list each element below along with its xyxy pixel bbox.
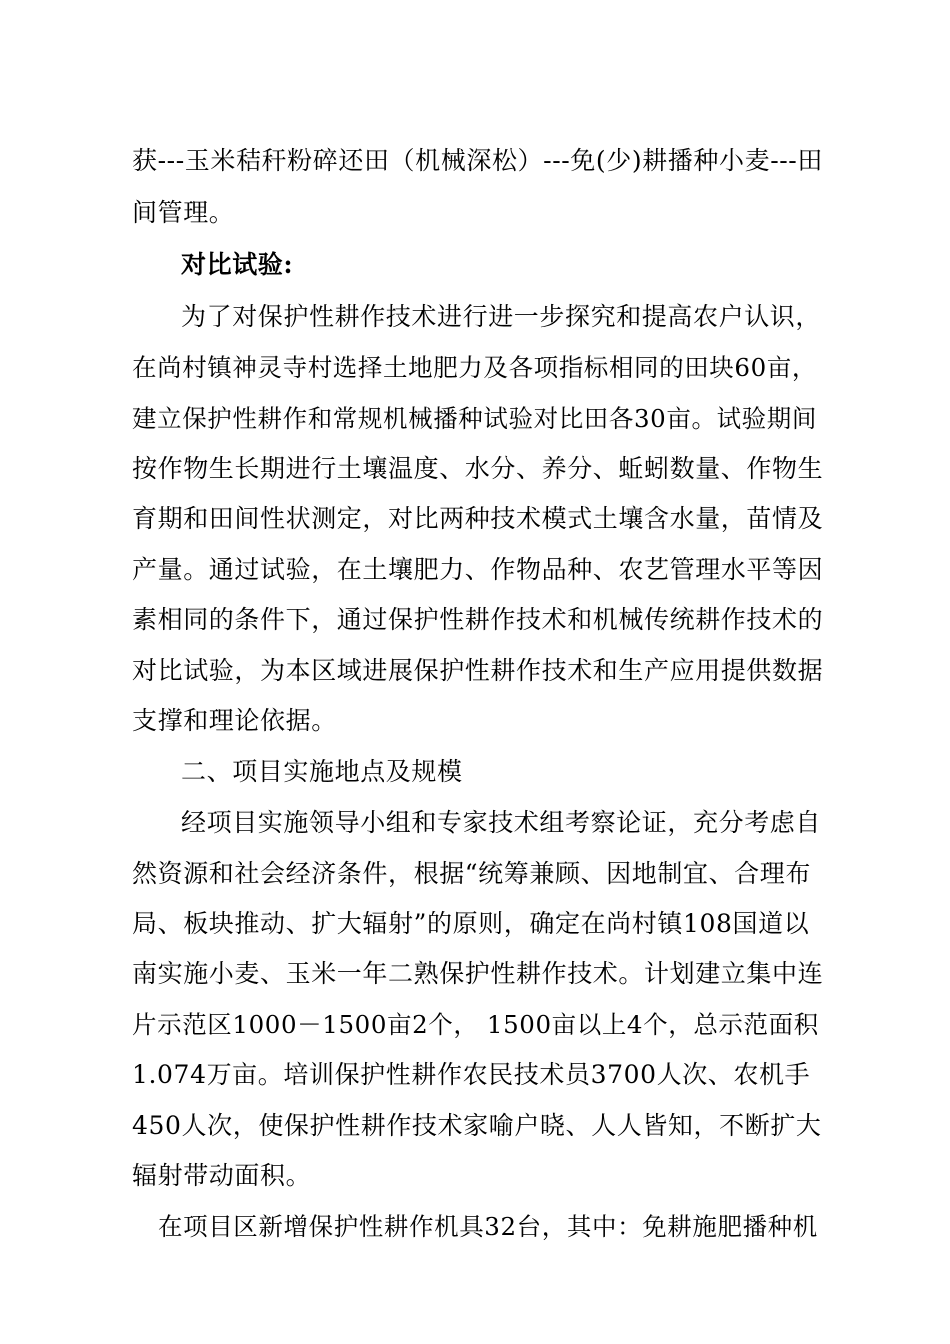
body-line: 间管理。 — [132, 198, 235, 227]
paragraph-first-line: 为了对保护性耕作技术进行进一步探究和提高农户认识， — [181, 302, 822, 331]
body-line: 片示范区1000－1500亩2个， 1500亩以上4个，总示范面积 — [132, 1010, 819, 1039]
body-line: 建立保护性耕作和常规机械播种试验对比田各30亩。试验期间 — [132, 404, 817, 433]
paragraph-first-line: 经项目实施领导小组和专家技术组考察论证，充分考虑自 — [181, 808, 822, 837]
body-line: 辐射带动面积。 — [132, 1161, 312, 1190]
body-line: 在尚村镇神灵寺村选择土地肥力及各项指标相同的田块60亩， — [132, 353, 817, 382]
paragraph-first-line: 在项目区新增保护性耕作机具32台，其中：免耕施肥播种机 — [158, 1212, 818, 1241]
body-line: 按作物生长期进行土壤温度、水分、养分、蚯蚓数量、作物生 — [132, 454, 824, 483]
body-line: 获---玉米秸秆粉碎还田（机械深松）---免(少)耕播种小麦---田 — [132, 146, 823, 175]
body-line: 1.074万亩。培训保护性耕作农民技术员3700人次、农机手 — [132, 1060, 811, 1089]
body-line: 局、板块推动、扩大辐射”的原则，确定在尚村镇108国道以 — [132, 909, 810, 938]
body-line: 产量。通过试验，在土壤肥力、作物品种、农艺管理水平等因 — [132, 555, 824, 584]
body-line: 育期和田间性状测定，对比两种技术模式土壤含水量，苗情及 — [132, 504, 824, 533]
body-line: 然资源和社会经济条件，根据“统筹兼顾、因地制宜、合理布 — [132, 859, 811, 888]
body-line: 南实施小麦、玉米一年二熟保护性耕作技术。计划建立集中连 — [132, 959, 824, 988]
section-heading: 对比试验: — [181, 250, 294, 279]
body-line: 450人次，使保护性耕作技术家喻户晓、人人皆知，不断扩大 — [132, 1111, 822, 1140]
body-line: 素相同的条件下，通过保护性耕作技术和机械传统耕作技术的 — [132, 605, 824, 634]
body-line: 对比试验，为本区域进展保护性耕作技术和生产应用提供数据 — [132, 656, 824, 685]
section-heading: 二、项目实施地点及规模 — [181, 757, 463, 786]
body-line: 支撑和理论依据。 — [132, 706, 337, 735]
